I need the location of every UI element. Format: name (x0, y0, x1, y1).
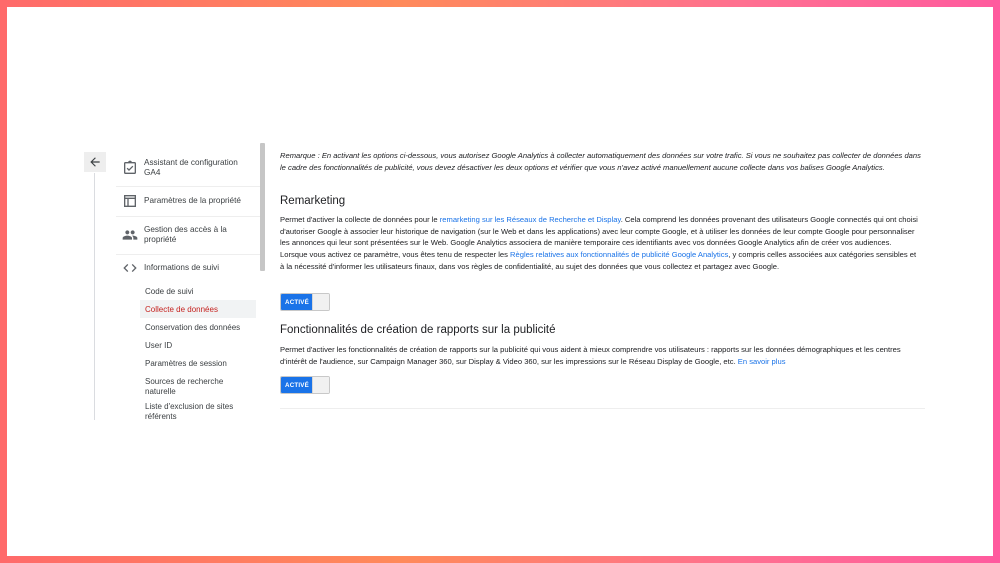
remarketing-text-1: Permet d'activer la collecte de données pour le (280, 215, 440, 224)
screenshot-frame (7, 7, 993, 556)
remarketing-toggle[interactable] (280, 293, 330, 311)
arrow-back-icon (88, 155, 102, 169)
people-icon (122, 227, 138, 243)
remarketing-link[interactable]: remarketing sur les Réseaux de Recherche et Display (439, 215, 621, 224)
sidebar-item-label: Paramètres de la propriété (144, 196, 241, 205)
remarketing-text-2: . Cela comprend les données provenant des utilisateurs Google connectés qui ont choisi d'autoriser Google à associer leur historique de navigation (sur le Web et dans les applications) avec leur compte Google, et à utiliser les données de leur compte Google pour personnaliser les annonces qui leur sont présentées sur le Web. Google Analytics associera de manière temporaire ces identifiants avec vos données Google Analytics afin de créer vos audiences. Lorsque vous activez ce paramètre, vous êtes tenu de respecter les (280, 215, 918, 260)
sidebar-subitem-organic-search-sources[interactable]: Sources de recherche naturelle (145, 377, 224, 396)
sidebar-subitem-data-retention[interactable]: Conservation des données (145, 323, 241, 332)
remarketing-title: Remarketing (280, 195, 346, 207)
sidebar-subitem-data-collection[interactable]: Collecte de données (145, 305, 218, 314)
sidebar-item-property-settings[interactable] (110, 193, 260, 213)
sidebar-item-tracking-info[interactable] (110, 260, 260, 280)
learn-more-link[interactable]: En savoir plus (737, 356, 786, 366)
sidebar-divider (116, 186, 262, 187)
sidebar-subitem-user-id[interactable]: User ID (145, 341, 173, 350)
advertising-policy-link[interactable]: Règles relatives aux fonctionnalités de publicité Google Analytics (510, 250, 729, 260)
sidebar-subitem-session-settings[interactable]: Paramètres de session (145, 359, 227, 368)
checklist-icon (122, 160, 138, 176)
ad-reporting-text: Permet d'activer les fonctionnalités de création de rapports sur la publicité qui vous aident à mieux comprendre vos utilisateurs : rapports sur les données démographiques et les centres d'intérêt de l'audience, sur Campaign Manager 360, sur Display & Video 360, sur les impressions sur le Réseau Display de Google, etc. (280, 345, 901, 366)
ad-reporting-description (280, 344, 920, 367)
nav-rail-line (94, 173, 95, 420)
remarketing-description (280, 214, 920, 273)
ad-reporting-toggle[interactable] (280, 376, 330, 394)
sidebar-item-label: Gestion des accès à la propriété (144, 225, 227, 244)
layout-icon (122, 193, 138, 209)
ad-reporting-title: Fonctionnalités de création de rapports sur la publicité (280, 324, 556, 336)
sidebar-item-label: Informations de suivi (144, 263, 220, 272)
sidebar-item-access-management[interactable] (110, 224, 260, 254)
toggle-knob (312, 377, 330, 393)
sidebar-subitem-referral-exclusion-list[interactable]: Liste d'exclusion de sites référents (145, 402, 234, 421)
remark-text: En activant les options ci-dessous, vous autorisez Google Analytics à collecter automatiquement des données sur votre trafic. Si vous ne souhaitez pas collecter de données dans le cadre des fonctionnalités de publicité, vous devez désactiver les deux options et vérifier que vous n'avez activé manuellement aucune collecte dans vos balises Google Analytics. (280, 151, 921, 172)
sidebar-item-label: Assistant de configuration GA4 (144, 158, 238, 177)
remark-prefix: Remarque : (280, 151, 320, 160)
toggle-knob (312, 294, 330, 310)
sidebar-item-ga4-setup[interactable] (110, 158, 260, 188)
toggle-state-label: ACTIVÉ (281, 377, 313, 393)
sidebar-subitem-tracking-code[interactable]: Code de suivi (145, 287, 194, 296)
sidebar-scrollbar[interactable] (260, 143, 265, 271)
back-button[interactable] (84, 152, 106, 172)
remark-note (280, 150, 925, 174)
code-icon (122, 260, 138, 276)
remarketing-text-3: , y compris celles associées aux catégories sensibles et à la nécessité d'informer les utilisateurs finaux, dans vos règles de confidentialité, au sujet des données que vous collectez et partagez avec Google. (280, 250, 917, 271)
toggle-state-label: ACTIVÉ (281, 294, 313, 310)
section-divider (280, 408, 925, 409)
sidebar-divider (116, 216, 262, 217)
sidebar-divider (116, 254, 262, 255)
